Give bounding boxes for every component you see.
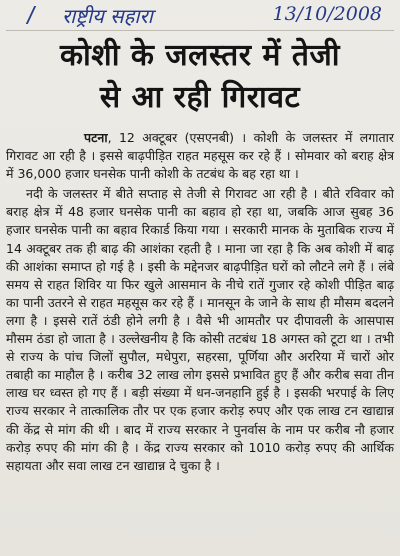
body-paragraph: नदी के जलस्तर में बीते सप्ताह से तेजी से गिरावट आ रही है । बीते रविवार को बराह क्षेत्र में 48 हजार घनसेक पानी का बहाव हो रहा था, जबकि आज सुबह 36 हजार घनसेक पानी का बहाव रिकार्ड किया गया । सरकारी मानक के मुताबिक राज्य में 14 अक्टूबर तक ही बाढ़ की आशंका रहती है । माना जा रहा है कि अब कोशी में बाढ़ की आशंका समाप्त हो गई है । इसी के मद्देनजर बाढ़पीड़ित घरों को लौटने लगे हैं । लंबे समय से राहत शिविर या फिर खुले आसमान के नीचे रातें गुजार रहे कोशी पीड़ित बाढ़ का पानी उतरने से राहत महसूस कर रहे हैं । मानसून के जाने के साथ ही मौसम बदलने लगा है । इससे रातें ठंडी होने लगी है । वैसे भी आमतौर पर दीपावली के आसपास मौसम ठंडा हो जाता है । उल्लेखनीय है कि कोसी तटबंध 18 अगस्त को टूटा था । तभी से राज्य के पांच जिलों सुपौल, मधेपुरा, सहरसा, पूर्णिया और अररिया में चारों ओर तबाही का माहौल है । करीब 32 लाख लोग इससे प्रभावित हुए हैं और करीब सवा तीन लाख घर ध्वस्त हो गए हैं । बड़ी संख्या में धन-जनहानि हुई है । इसकी भरपाई के लिए राज्य सरकार ने तात्कालिक तौर पर एक हजार करोड़ रुपए और एक लाख टन खाद्यान्न की केंद्र से मांग की थी । बाद में राज्य सरकार ने पुनर्वास के नाम पर करीब नौ हजार करोड़ रुपए की मांग की है । केंद्र राज्य सरकार को 1010 करोड़ रुपए की आर्थिक सहायता और सवा लाख टन खाद्यान्न दे चुका है । <box>6 186 394 473</box>
dateline: पटना <box>84 130 108 145</box>
source-line <box>6 0 394 31</box>
headline-line-1: कोशी के जलस्तर में तेजी <box>59 38 340 73</box>
newspaper-name: राष्ट्रीय सहारा <box>62 4 153 28</box>
headline <box>6 35 394 119</box>
publication-date: 13/10/2008 <box>272 3 382 25</box>
article-body <box>6 129 394 475</box>
headline-line-2: से आ रही गिरावट <box>99 80 301 115</box>
pen-mark <box>26 6 52 24</box>
lead-text: , 12 अक्टूबर (एसएनबी) । कोशी के जलस्तर में लगातार गिरावट आ रही है । इससे बाढ़पीड़ित राहत महसूस कर रहे हैं । सोमवार को बराह क्षेत्र में 36,000 हजार घनसेक पानी कोशी के तटबंध के बह रहा था । <box>6 130 394 182</box>
lead-paragraph <box>6 129 394 183</box>
